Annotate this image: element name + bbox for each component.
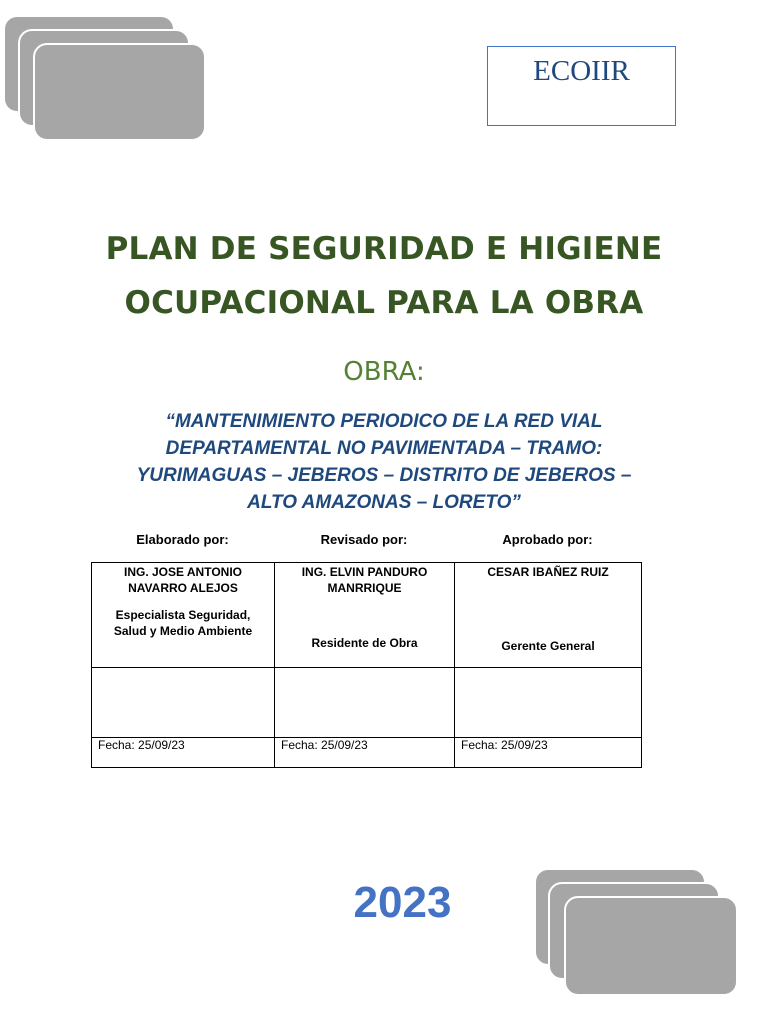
table-row	[92, 668, 642, 738]
project-line: DEPARTAMENTAL NO PAVIMENTADA – TRAMO:	[165, 438, 603, 459]
signature-space	[275, 668, 455, 738]
header-elaborado: Elaborado por:	[136, 532, 229, 547]
project-line: YURIMAGUAS – JEBEROS – DISTRITO DE JEBEROS –	[136, 465, 632, 486]
signer-name-line: ING. JOSE ANTONIO	[123, 565, 243, 579]
decorative-card	[564, 896, 738, 996]
signer-name-line: CESAR IBAÑEZ RUIZ	[487, 565, 609, 579]
document-title	[0, 222, 768, 330]
signer-name-line: ING. ELVIN PANDURO	[301, 565, 428, 579]
date-cell: Fecha: 25/09/23	[92, 738, 275, 768]
decorative-card	[33, 43, 206, 141]
signature-space	[455, 668, 642, 738]
signature-table	[91, 562, 642, 768]
signature-space	[92, 668, 275, 738]
signer-role-line: Salud y Medio Ambiente	[113, 624, 253, 638]
header-revisado: Revisado por:	[320, 532, 408, 547]
decorative-cards-top	[0, 0, 210, 145]
signer-cell-revisado	[275, 563, 455, 668]
signer-role-line: Gerente General	[501, 639, 595, 653]
signer-name-line: NAVARRO ALEJOS	[128, 581, 238, 595]
signature-headers	[91, 532, 641, 552]
title-line: OCUPACIONAL PARA LA OBRA	[124, 285, 644, 321]
signer-role-line: Residente de Obra	[311, 636, 418, 650]
company-logo-text: ECOIIR	[533, 55, 630, 87]
signer-name-line: MANRRIQUE	[327, 581, 402, 595]
header-aprobado: Aprobado por:	[502, 532, 593, 547]
document-year: 2023	[353, 878, 452, 927]
obra-label: OBRA:	[343, 357, 425, 387]
project-line: “MANTENIMIENTO PERIODICO DE LA RED VIAL	[165, 411, 603, 432]
table-row	[92, 738, 642, 768]
signer-cell-aprobado	[455, 563, 642, 668]
date-cell: Fecha: 25/09/23	[275, 738, 455, 768]
signer-cell-elaborado	[92, 563, 275, 668]
title-line: PLAN DE SEGURIDAD E HIGIENE	[105, 231, 663, 267]
date-cell: Fecha: 25/09/23	[455, 738, 642, 768]
project-line: ALTO AMAZONAS – LORETO”	[247, 492, 521, 513]
table-row	[92, 563, 642, 668]
company-logo-box	[487, 46, 676, 126]
project-description	[84, 408, 684, 516]
decorative-cards-bottom	[530, 864, 742, 999]
signer-role-line: Especialista Seguridad,	[115, 608, 251, 622]
